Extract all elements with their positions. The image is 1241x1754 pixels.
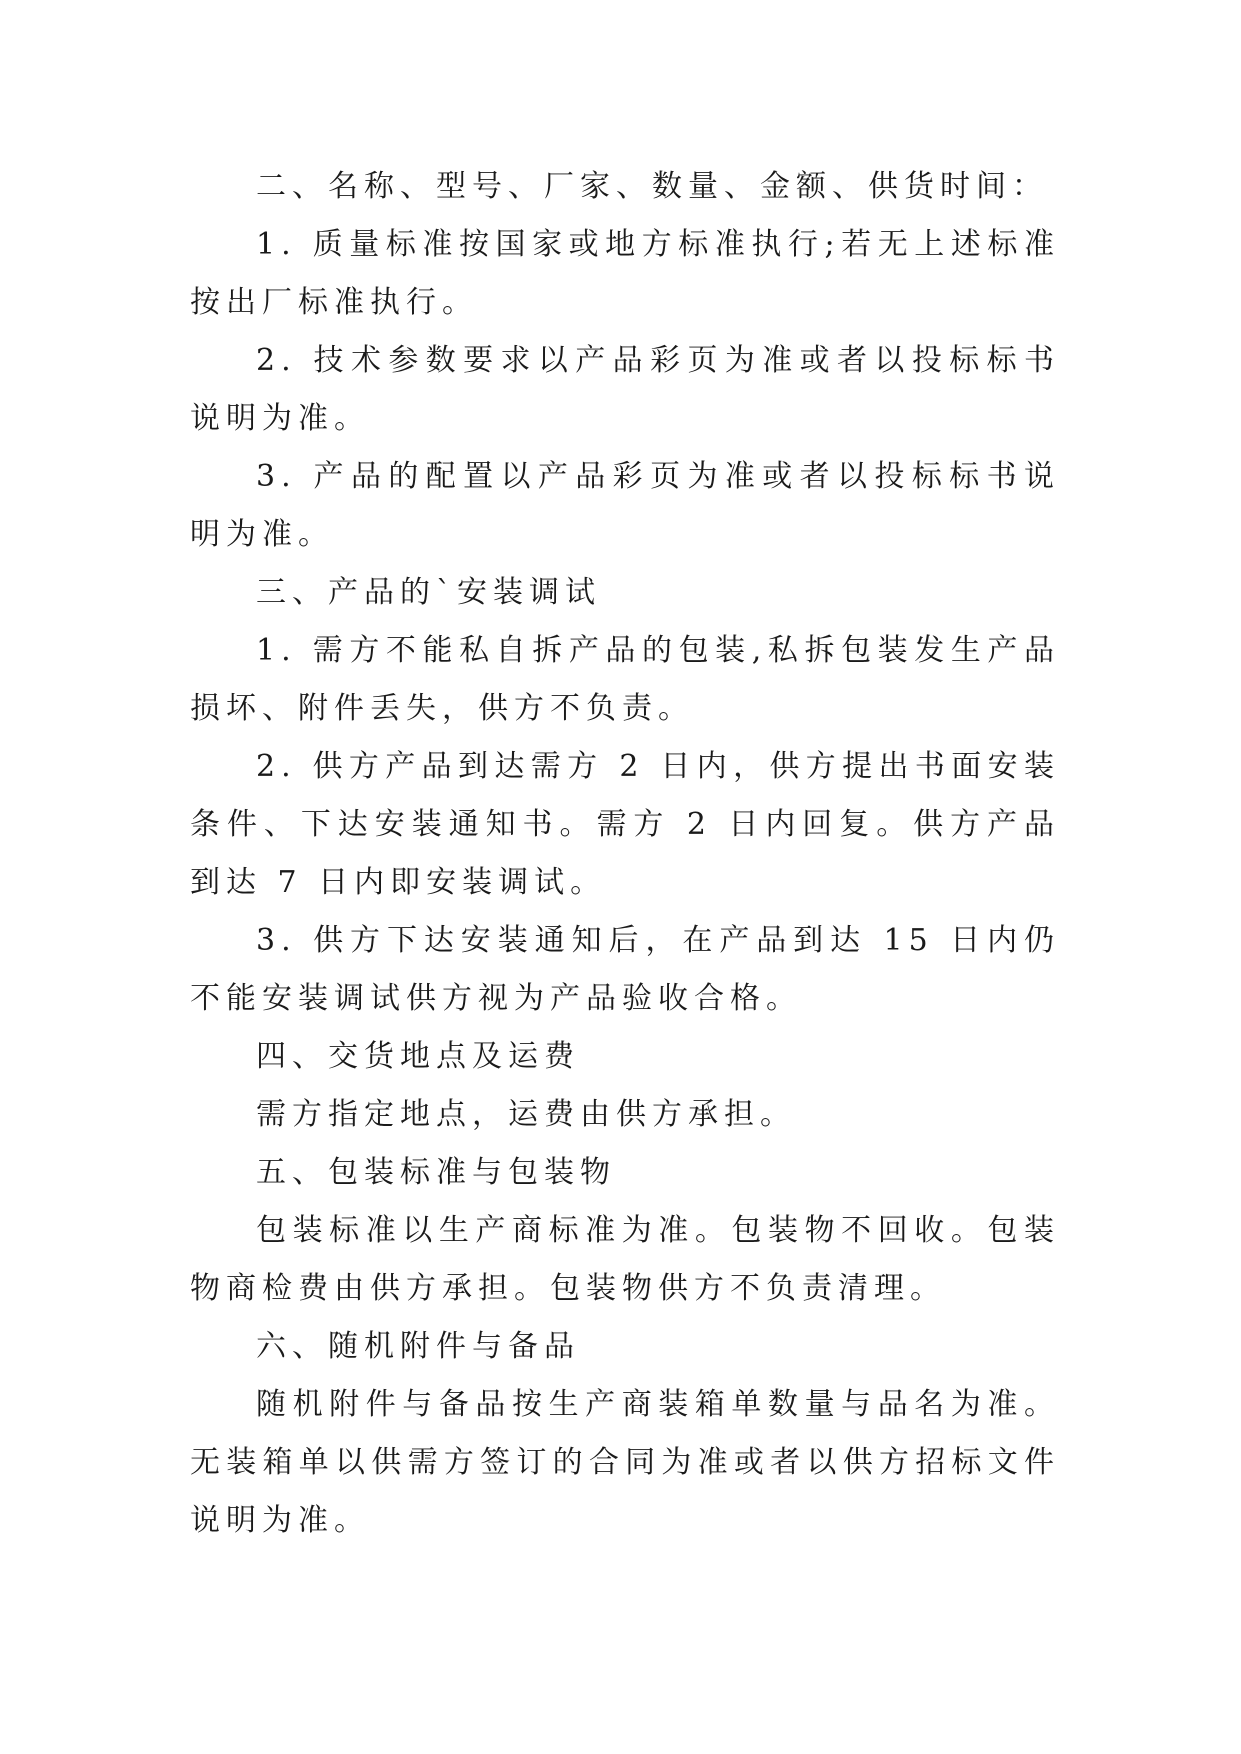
section-heading-2: 二、名称、型号、厂家、数量、金额、供货时间： bbox=[256, 169, 1048, 204]
section-heading-4: 四、交货地点及运费 bbox=[256, 1039, 580, 1074]
clause-5-text: 包装标准以生产商标准为准。包装物不回收。包装物商检费由供方承担。包装物供方不负责清理。 bbox=[190, 1213, 1060, 1306]
clause-2-1: 1. 质量标准按国家或地方标准执行;若无上述标准按出厂标准执行。 bbox=[190, 227, 1060, 320]
clause-2-3: 3. 产品的配置以产品彩页为准或者以投标标书说明为准。 bbox=[190, 459, 1060, 552]
clause-4-text: 需方指定地点，运费由供方承担。 bbox=[256, 1097, 796, 1132]
section-heading-3: 三、产品的`安装调试 bbox=[256, 575, 601, 610]
clause-3-1: 1. 需方不能私自拆产品的包装,私拆包装发生产品损坏、附件丢失，供方不负责。 bbox=[190, 633, 1060, 726]
document-body bbox=[190, 158, 1060, 1550]
clause-6-text: 随机附件与备品按生产商装箱单数量与品名为准。无装箱单以供需方签订的合同为准或者以供方招标文件说明为准。 bbox=[190, 1387, 1060, 1538]
clause-3-2: 2. 供方产品到达需方 2 日内，供方提出书面安装条件、下达安装通知书。需方 2 日内回复。供方产品到达 7 日内即安装调试。 bbox=[190, 749, 1060, 900]
section-heading-6: 六、随机附件与备品 bbox=[256, 1329, 580, 1364]
section-heading-5: 五、包装标准与包装物 bbox=[256, 1155, 616, 1190]
clause-3-3: 3. 供方下达安装通知后，在产品到达 15 日内仍不能安装调试供方视为产品验收合格。 bbox=[190, 923, 1060, 1016]
clause-2-2: 2. 技术参数要求以产品彩页为准或者以投标标书说明为准。 bbox=[190, 343, 1060, 436]
